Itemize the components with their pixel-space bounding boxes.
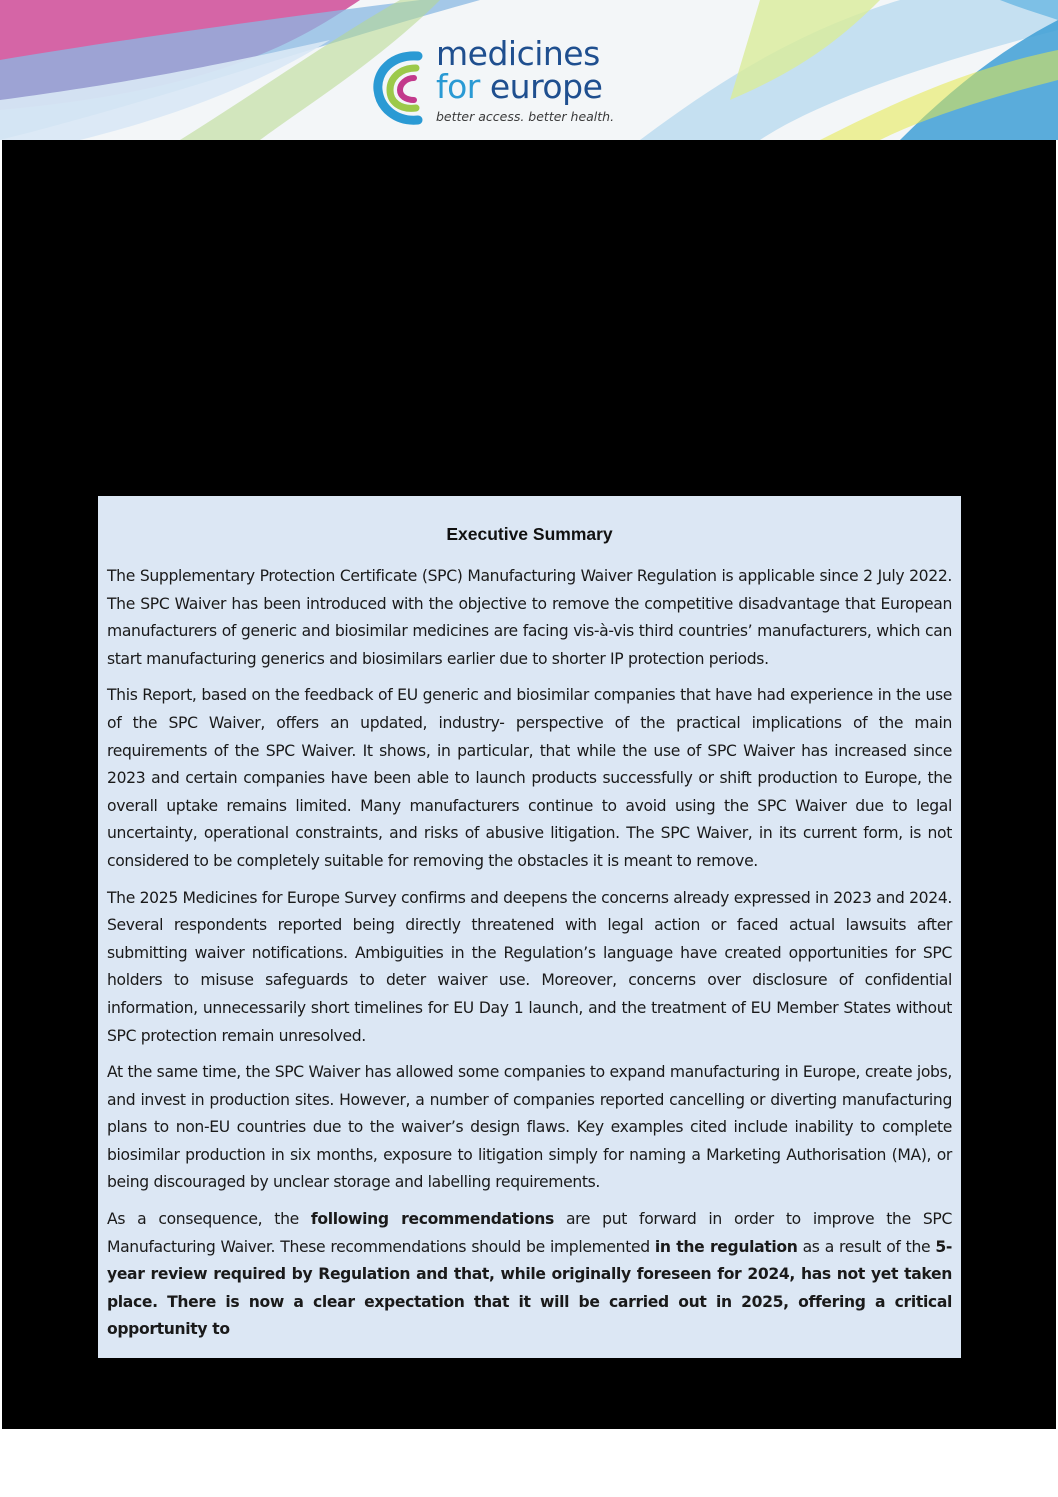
- summary-title: Executive Summary: [446, 524, 613, 544]
- executive-summary-box: [98, 496, 961, 1358]
- header-banner: [0, 0, 1058, 140]
- summary-paragraph-4: At the same time, the SPC Waiver has allowed some companies to expand manufacturing in Europe, create jobs, and invest in production sites. However, a number of companies reported cancelling or diverting manufacturing plans to non-EU countries due to the waiver’s design flaws. Key examples cited include inability to complete biosimilar production in six months, exposure to litigation simply for naming a Marketing Authorisation (MA), or being discouraged by unclear storage and labelling requirements.: [107, 1063, 952, 1192]
- brand-logo: [372, 34, 632, 130]
- p5-bold-2: in the regulation: [654, 1237, 798, 1256]
- logo-text-europe: europe: [489, 67, 603, 106]
- logo-text-medicines: medicines: [436, 34, 600, 73]
- logo-text-for-europe: [436, 67, 602, 106]
- p5-text-3: as a result of the: [797, 1237, 936, 1256]
- summary-paragraph-2: This Report, based on the feedback of EU generic and biosimilar companies that have had experience in the use of the SPC Waiver, offers an updated, industry- perspective of the practical implications of the main requirements of the SPC Waiver. It shows, in particular, that while the use of SPC Waiver has increased since 2023 and certain companies have been able to launch products successfully or shift production to Europe, the overall uptake remains limited. Many manufacturers continue to avoid using the SPC Waiver due to legal uncertainty, operational constraints, and risks of abusive litigation. The SPC Waiver, in its current form, is not considered to be completely suitable for removing the obstacles it is meant to remove.: [107, 686, 952, 870]
- p5-bold-3: 5-year review required by Regulation and that, while originally foreseen for 2024, has not yet taken place. There is now a clear expectation that it will be carried out in 2025, offering a critical opportunity to: [107, 1237, 952, 1339]
- p5-text-1: As a consequence, the: [107, 1210, 311, 1229]
- medicines-for-europe-logo-mark-icon: [372, 46, 432, 126]
- summary-paragraph-5: [107, 1206, 952, 1344]
- p5-text-2: are put forward in order to improve the SPC Manufacturing Waiver. These recommendations should be implemented: [107, 1210, 953, 1256]
- logo-tagline: better access. better health.: [436, 109, 615, 124]
- logo-text-for: for: [436, 67, 480, 106]
- summary-paragraph-1: The Supplementary Protection Certificate (SPC) Manufacturing Waiver Regulation is applicable since 2 July 2022. The SPC Waiver has been introduced with the objective to remove the competitive disadvantage that European manufacturers of generic and biosimilar medicines are facing vis-à-vis third countries’ manufacturers, which can start manufacturing generics and biosimilars earlier due to shorter IP protection periods.: [107, 567, 952, 668]
- p5-bold-1: following recommendations: [310, 1210, 554, 1229]
- summary-paragraph-3: The 2025 Medicines for Europe Survey confirms and deepens the concerns already expressed in 2023 and 2024. Several respondents reported being directly threatened with legal action or faced actual lawsuits after submitting waiver notifications. Ambiguities in the Regulation’s language have created opportunities for SPC holders to misuse safeguards to deter waiver use. Moreover, concerns over disclosure of confidential information, unnecessarily short timelines for EU Day 1 launch, and the treatment of EU Member States without SPC protection remain unresolved.: [107, 888, 952, 1045]
